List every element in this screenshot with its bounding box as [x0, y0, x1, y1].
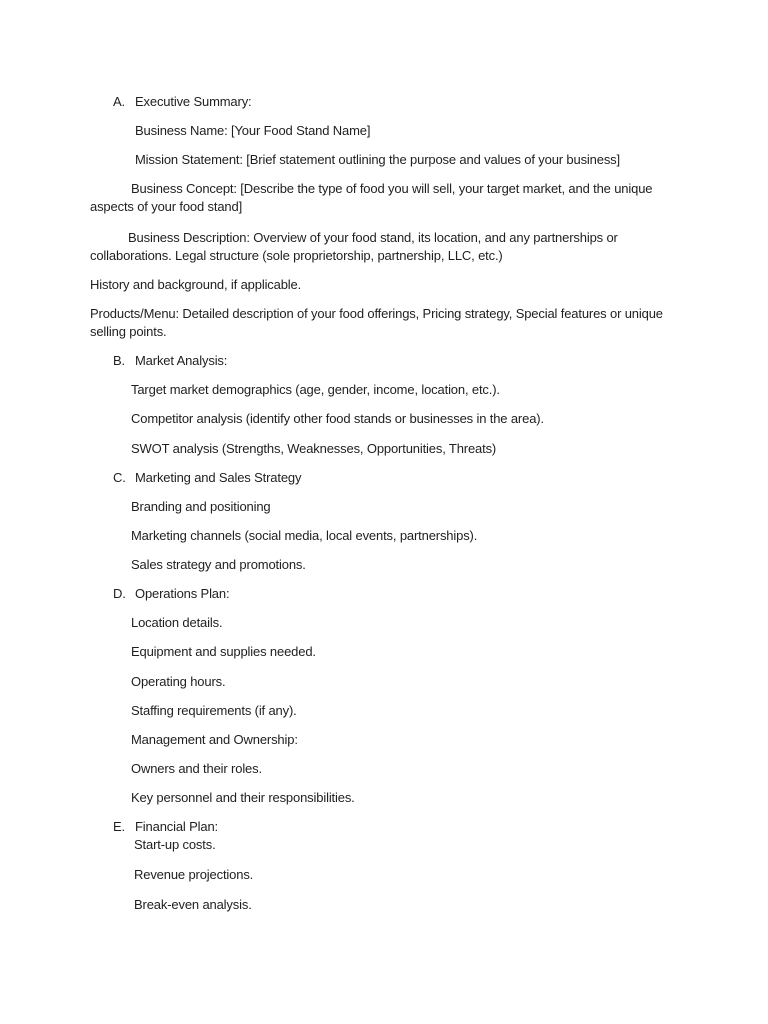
section-a-marker: A. [113, 94, 125, 109]
list-item: SWOT analysis (Strengths, Weaknesses, Opportunities, Threats) [131, 441, 497, 456]
list-item: Staffing requirements (if any). [131, 703, 297, 718]
business-name-line: Business Name: [Your Food Stand Name] [135, 123, 371, 138]
section-d-marker: D. [113, 586, 126, 601]
list-item: Competitor analysis (identify other food stands or businesses in the area). [131, 411, 544, 426]
mission-statement-line: Mission Statement: [Brief statement outlining the purpose and values of your business] [135, 152, 620, 167]
section-a-heading [113, 93, 252, 111]
list-item: Key personnel and their responsibilities. [131, 790, 355, 805]
list-item: Target market demographics (age, gender, income, location, etc.). [131, 382, 500, 397]
list-item: Revenue projections. [134, 867, 254, 882]
section-e-marker: E. [113, 819, 125, 834]
section-b-title: Market Analysis: [135, 353, 228, 368]
history-line: History and background, if applicable. [90, 277, 302, 292]
section-d-heading [113, 585, 229, 603]
section-c-marker: C. [113, 470, 126, 485]
list-item: Management and Ownership: [131, 732, 298, 747]
section-d-title: Operations Plan: [135, 586, 230, 601]
business-description-line-1: Business Description: Overview of your food stand, its location, and any partnerships or [128, 230, 618, 245]
list-item: Marketing channels (social media, local events, partnerships). [131, 528, 478, 543]
business-concept-line-2: aspects of your food stand] [90, 199, 243, 214]
list-item: Break-even analysis. [134, 897, 252, 912]
section-c-title: Marketing and Sales Strategy [135, 470, 302, 485]
section-e-title: Financial Plan: [135, 819, 219, 834]
list-item: Location details. [131, 615, 223, 630]
section-a-title: Executive Summary: [135, 94, 252, 109]
business-description-line-2: collaborations. Legal structure (sole proprietorship, partnership, LLC, etc.) [90, 248, 503, 263]
business-concept-line-1: Business Concept: [Describe the type of food you will sell, your target market, and the unique [131, 181, 653, 196]
products-menu-line-2: selling points. [90, 324, 167, 339]
section-b-heading [113, 352, 227, 370]
list-item: Sales strategy and promotions. [131, 557, 306, 572]
products-menu-line-1: Products/Menu: Detailed description of your food offerings, Pricing strategy, Special features or unique [90, 306, 663, 321]
section-e-heading [113, 818, 218, 836]
list-item: Owners and their roles. [131, 761, 262, 776]
list-item: Start-up costs. [134, 837, 216, 852]
list-item: Operating hours. [131, 674, 226, 689]
list-item: Equipment and supplies needed. [131, 644, 316, 659]
section-c-heading [113, 469, 301, 487]
list-item: Branding and positioning [131, 499, 271, 514]
section-b-marker: B. [113, 353, 125, 368]
